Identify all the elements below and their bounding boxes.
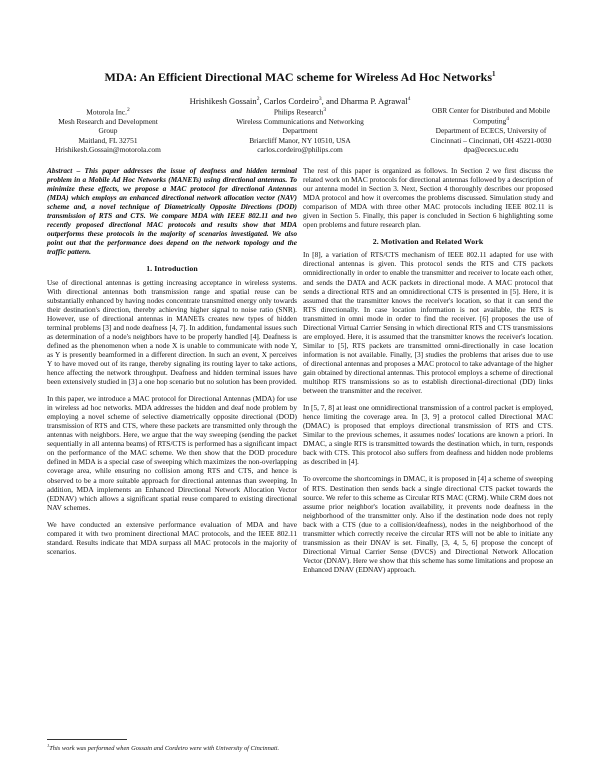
abstract-label: Abstract: [47, 166, 73, 175]
author-affiliation-mark: 2: [256, 96, 260, 103]
author-name: Dharma P. Agrawal: [340, 96, 408, 106]
footnote: [47, 742, 297, 753]
author-name: Carlos Cordeiro: [263, 96, 319, 106]
body-paragraph: In [5, 7, 8] at least one omnidirectional transmission of a control packet is employed, hence limiting the coverage area. In [3, 9] a protocol called Directional MAC (DMAC) is proposed that employs directional transmission of RTS and CTS. Similar to the previous schemes, it assumes nodes' locations are known a priori. In DMAC, a single RTS is transmitted towards the destination which, in turn, responds back with CTS. This protocol also suffers from deafness and hidden node problems as described in [4].: [303, 403, 553, 467]
author-separator: , and: [321, 96, 341, 106]
affiliation-mark: 2: [126, 107, 130, 113]
affiliation-line: Wireless Communications and Networking: [236, 116, 364, 126]
author-affiliation-mark: 3: [318, 96, 322, 103]
abstract-text: – This paper addresses the issue of deafness and hidden terminal problem in a Mobile Ad Hoc Networks (MANETs) using directional antennas. To minimize these effects, we propose a MAC protocol for directional Antennas (MDA) which employs an enhanced directional network allocation vector (NAV) scheme and, a novel technique of Diametrically Opposite Directions (DOD) transmission of RTS and CTS. We compare MDA with IEEE 802.11 and two recently proposed directional MAC protocols and results show that MDA outperforms these protocols in the majority of scenarios investigated. We also point out that the performance does depend on the network topology and the traffic pattern.: [47, 166, 297, 257]
title-footnote-mark: 1: [492, 70, 496, 78]
affiliation-motorola: [33, 106, 183, 155]
footnote-mark: 1: [47, 743, 50, 748]
affiliation-cincinnati: [406, 106, 576, 155]
footnote-text: This work was performed when Gossain and Cordeiro were with University of Cincinnati.: [49, 745, 280, 753]
body-paragraph: To overcome the shortcomings in DMAC, it is proposed in [4] a scheme of sweeping of RTS. Destination then sends back a single directional CTS packet towards the source. We refer to this scheme as Circular RTS MAC (CRM). While CRM does not assume prior neighbor's location availability, it prevents node deafness in the neighborhood of the transmitter only. Also if the destination node does not reply back with a CTS (due to a collision/deafness), nodes in the neighborhood of the transmitter which correctly receive the circular RTS will not be able to initiate any transmission as their DNAV is set. Finally, [3, 4, 5, 6] propose the concept of Directional Virtual Carrier Sense (DVCS) and Directional Network Allocation Vector (DNAV). Here we show that this scheme has some limitations and propose an Enhanced DNAV (EDNAV) approach.: [303, 474, 553, 574]
affiliation-philips: [200, 106, 400, 155]
affiliation-line: Briarcliff Manor, NY 10510, USA: [249, 135, 351, 145]
affiliation-line: Department: [282, 126, 318, 136]
affiliation-line: [200, 106, 400, 117]
body-paragraph: We have conducted an extensive performance evaluation of MDA and have compared it with two prominent directional MAC protocols, and the IEEE 802.11 standard. Results indicate that MDA surpass all MAC protocols in the majority of scenarios.: [47, 519, 297, 556]
body-paragraph: In [8], a variation of RTS/CTS mechanism of IEEE 802.11 adapted for use with directional antennas is given. This protocol sends the RTS and CTS packets omnidirectionally in order to enable the transmitter and receiver to locate each other, and sends the DATA and ACK packets in directional mode. A MAC protocol that sends a directional RTS and an omnidirectional CTS is presented in [5]. Here, it is assumed that the transmitter knows the receiver's location, so that it can send the RTS directionally. In case location information is not available, the RTS is transmitted in omni mode in order to find the receiver. [6] proposes the use of Directional Virtual Carrier Sensing in which directional RTS and CTS transmissions are employed. Here, it is assumed that the transmitter knows the receiver's location. Similar to [5], RTS packets are transmitted omni-directionally in case location information is not available. Finally, [3] studies the problems that arises due to use of directional antennas and proposes a MAC protocol to take advantage of the higher gain obtained by directional antennas. This protocol employs a scheme of directional multihop RTS transmissions so as to establish directional-directional (DD) links between the transmitter and the receiver.: [303, 250, 553, 396]
right-column: [303, 166, 553, 582]
author-separator: ,: [259, 96, 264, 106]
body-paragraph: Use of directional antennas is getting increasing acceptance in wireless systems. With directional antennas both transmission range and spatial reuse can be substantially enhanced by having nodes concentrate transmitted energy only towards their destination's direction, thereby achieving higher signal to noise ratio (SNR). However, use of directional antennas in MANETs creates new types of hidden terminal problems [3] and node deafness [4, 7]. In addition, fundamental issues such as determination of a node's neighbors have to be properly handled [4]. Deafness is defined as the phenomenon when a node X is unable to communicate with node Y, as Y is presently beamformed in a different direction. In such an event, X perceives Y to have moved out of its range, thereby signaling its routing layer to take actions, hence affecting the network throughput. Deafness and hidden terminal issues have been extensively studied in [3] a one hop scenario but no solution has been provided.: [47, 277, 297, 387]
affiliation-email: Hrishikesh.Gossain@motorola.com: [55, 145, 161, 155]
abstract: [47, 166, 297, 256]
affiliation-line-text: Computing: [472, 116, 507, 126]
author-affiliation-mark: 4: [407, 96, 411, 103]
affiliation-line: OBR Center for Distributed and Mobile: [431, 106, 551, 115]
author-list: [0, 96, 600, 106]
footnote-divider: [47, 739, 127, 740]
affiliation-mark: 4: [506, 116, 509, 123]
affiliation-line: [406, 115, 576, 126]
section-heading-motivation: 2. Motivation and Related Work: [372, 237, 484, 247]
affiliation-mark: 3: [323, 107, 327, 113]
title-text: MDA: An Efficient Directional MAC scheme for Wireless Ad Hoc Networks: [104, 70, 492, 84]
affiliation-line: Group: [98, 126, 118, 136]
body-paragraph: The rest of this paper is organized as follows. In Section 2 we first discuss the related work on MAC protocols for directional antennas followed by a description of our antenna model in Section 3. Next, Section 4 thoroughly describes our proposed MDA protocol and how it overcomes the problems discussed. Simulation study and comparison of MDA with three other MAC protocols including IEEE 802.11 is given in Section 5. Finally, this paper is concluded in Section 6 highlighting some open problems and future research plan.: [303, 166, 553, 230]
affiliation-line-text: Philips Research: [273, 107, 324, 117]
affiliation-line: [33, 106, 183, 117]
affiliation-line-text: Motorola Inc.: [86, 107, 127, 117]
affiliation-line: Mesh Research and Development: [58, 116, 158, 126]
affiliation-email: carlos.cordeiro@philips.com: [257, 145, 343, 155]
affiliation-email: dpa@ececs.uc.edu: [463, 145, 519, 155]
body-paragraph: In this paper, we introduce a MAC protocol for Directional Antennas (MDA) for use in wireless ad hoc networks. MDA addresses the hidden and deaf node problem by employing a novel scheme of selective diametrically opposite directional (DOD) transmission of RTS and CTS, where these packets are transmitted only through the antennas with neighbors. Here, we argue that the way sweeping (sending the packet sequentially in all antenna beams) of RTS/CTS is performed has a significant impact on the performance of the MAC scheme. We then show that the DOD procedure defined in MDA is a special case of sweeping which maximizes the non-overlapping coverage area, while ensuring no collision among RTS and CTS, and hence is observed to be a more suitable approach for directional antennas than sweeping. In addition, MDA implements an Enhanced Directional Network Allocation Vector (EDNAV) which allows a significant spatial reuse compared to existing directional NAV schemes.: [47, 394, 297, 512]
paper-title: [0, 70, 600, 85]
left-column: [47, 166, 297, 564]
author-name: Hrishikesh Gossain: [189, 96, 257, 106]
affiliation-line: Department of ECECS, University of: [435, 126, 547, 136]
affiliation-line: Maitland, FL 32751: [78, 135, 138, 145]
section-heading-introduction: 1. Introduction: [146, 264, 198, 274]
affiliation-line: Cincinnati – Cincinnati, OH 45221-0030: [430, 135, 552, 145]
